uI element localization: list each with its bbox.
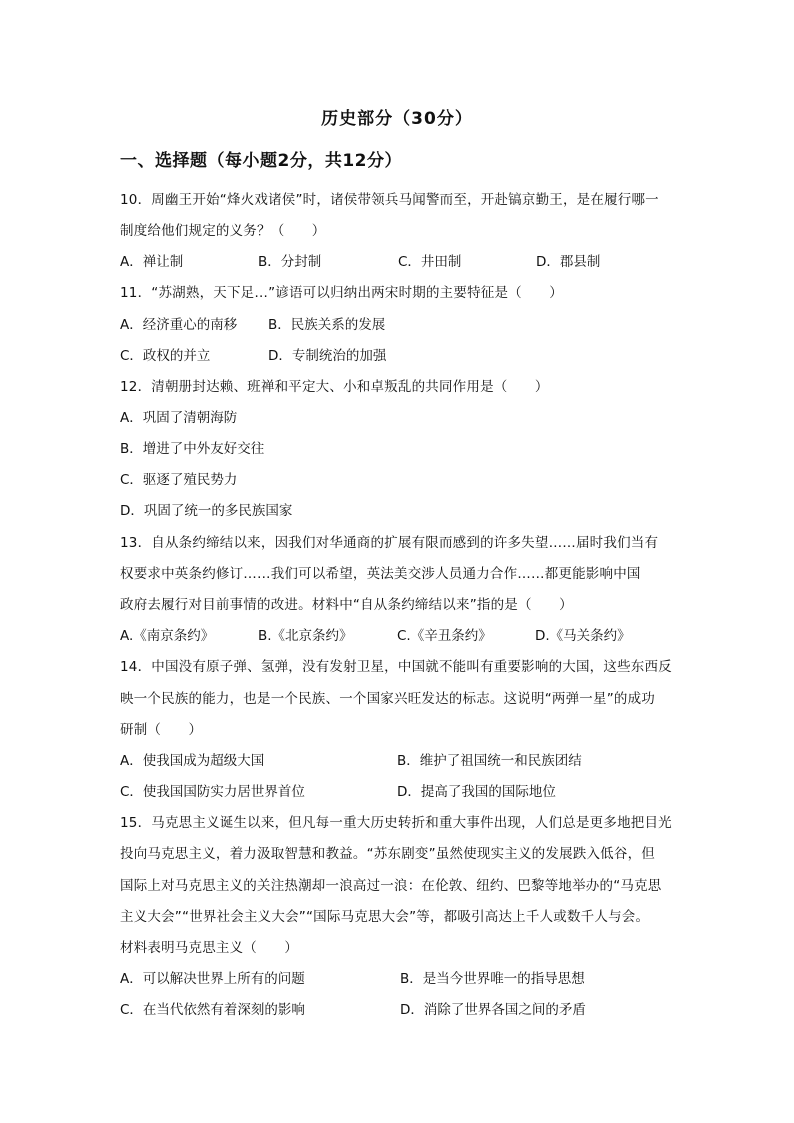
question-11-option-c[interactable]: C．政权的并立 bbox=[120, 348, 211, 364]
question-11-line-1: 11．“苏湖熟，天下足…”谚语可以归纳出两宋时期的主要特征是（ ） bbox=[120, 285, 563, 301]
question-12-option-a[interactable]: A．巩固了清朝海防 bbox=[120, 410, 238, 426]
question-14-line-1: 14．中国没有原子弹、氢弹，没有发射卫星，中国就不能叫有重要影响的大国，这些东西反 bbox=[120, 659, 672, 675]
page-title: 历史部分（30分） bbox=[321, 109, 473, 129]
question-10-option-a[interactable]: A．禅让制 bbox=[120, 254, 184, 270]
question-15-line-2: 投向马克思主义，着力汲取智慧和教益。“苏东剧变”虽然使现实主义的发展跌入低谷，但 bbox=[120, 846, 655, 862]
question-14-line-2: 映一个民族的能力，也是一个民族、一个国家兴旺发达的标志。这说明“两弹一星”的成功 bbox=[120, 691, 655, 707]
question-14-line-3: 研制（ ） bbox=[120, 722, 203, 738]
question-13-option-d[interactable]: D.《马关条约》 bbox=[535, 628, 631, 644]
question-14-option-d[interactable]: D．提高了我国的国际地位 bbox=[397, 784, 556, 800]
question-15-option-d[interactable]: D．消除了世界各国之间的矛盾 bbox=[400, 1002, 586, 1018]
question-13-option-b[interactable]: B.《北京条约》 bbox=[258, 628, 353, 644]
question-15-option-a[interactable]: A．可以解决世界上所有的问题 bbox=[120, 971, 305, 987]
question-10-option-c[interactable]: C．井田制 bbox=[398, 254, 462, 270]
question-14-option-b[interactable]: B．维护了祖国统一和民族团结 bbox=[397, 753, 582, 769]
question-12-option-c[interactable]: C．驱逐了殖民势力 bbox=[120, 472, 238, 488]
question-15-line-5: 材料表明马克思主义（ ） bbox=[120, 940, 299, 956]
question-15-option-c[interactable]: C．在当代依然有着深刻的影响 bbox=[120, 1002, 305, 1018]
question-11-option-a[interactable]: A．经济重心的南移 bbox=[120, 317, 238, 333]
question-10-line-1: 10．周幽王开始“烽火戏诸侯”时，诸侯带领兵马闻警而至，开赴镐京勤王，是在履行哪一 bbox=[120, 192, 659, 208]
question-14-option-a[interactable]: A．使我国成为超级大国 bbox=[120, 753, 265, 769]
question-12-option-d[interactable]: D．巩固了统一的多民族国家 bbox=[120, 503, 293, 519]
question-13-option-c[interactable]: C.《辛丑条约》 bbox=[397, 628, 492, 644]
question-10-option-b[interactable]: B．分封制 bbox=[258, 254, 322, 270]
question-13-line-1: 13．自从条约缔结以来，因我们对华通商的扩展有限而感到的许多失望……届时我们当有 bbox=[120, 535, 659, 551]
question-13-option-a[interactable]: A.《南京条约》 bbox=[120, 628, 215, 644]
question-14-option-c[interactable]: C．使我国国防实力居世界首位 bbox=[120, 784, 305, 800]
question-11-option-d[interactable]: D．专制统治的加强 bbox=[268, 348, 387, 364]
question-10-option-d[interactable]: D．郡县制 bbox=[536, 254, 601, 270]
question-13-line-3: 政府去履行对目前事情的改进。材料中“自从条约缔结以来”指的是（ ） bbox=[120, 597, 573, 613]
question-15-line-3: 国际上对马克思主义的关注热潮却一浪高过一浪：在伦敦、纽约、巴黎等地举办的“马克思 bbox=[120, 878, 662, 894]
question-11-option-b[interactable]: B．民族关系的发展 bbox=[268, 317, 386, 333]
question-15-line-1: 15．马克思主义诞生以来，但凡每一重大历史转折和重大事件出现，人们总是更多地把目光 bbox=[120, 815, 672, 831]
question-15-line-4: 主义大会”“世界社会主义大会”“国际马克思大会”等，都吸引高达上千人或数千人与会。 bbox=[120, 909, 650, 925]
question-12-line-1: 12．清朝册封达赖、班禅和平定大、小和卓叛乱的共同作用是（ ） bbox=[120, 379, 549, 395]
question-10-line-2: 制度给他们规定的义务？（ ） bbox=[120, 223, 326, 239]
question-13-line-2: 权要求中英条约修订……我们可以希望，英法美交涉人员通力合作……都更能影响中国 bbox=[120, 566, 641, 582]
section-heading: 一、选择题（每小题2分，共12分） bbox=[120, 151, 402, 171]
question-12-option-b[interactable]: B．增进了中外友好交往 bbox=[120, 441, 265, 457]
question-15-option-b[interactable]: B．是当今世界唯一的指导思想 bbox=[400, 971, 585, 987]
